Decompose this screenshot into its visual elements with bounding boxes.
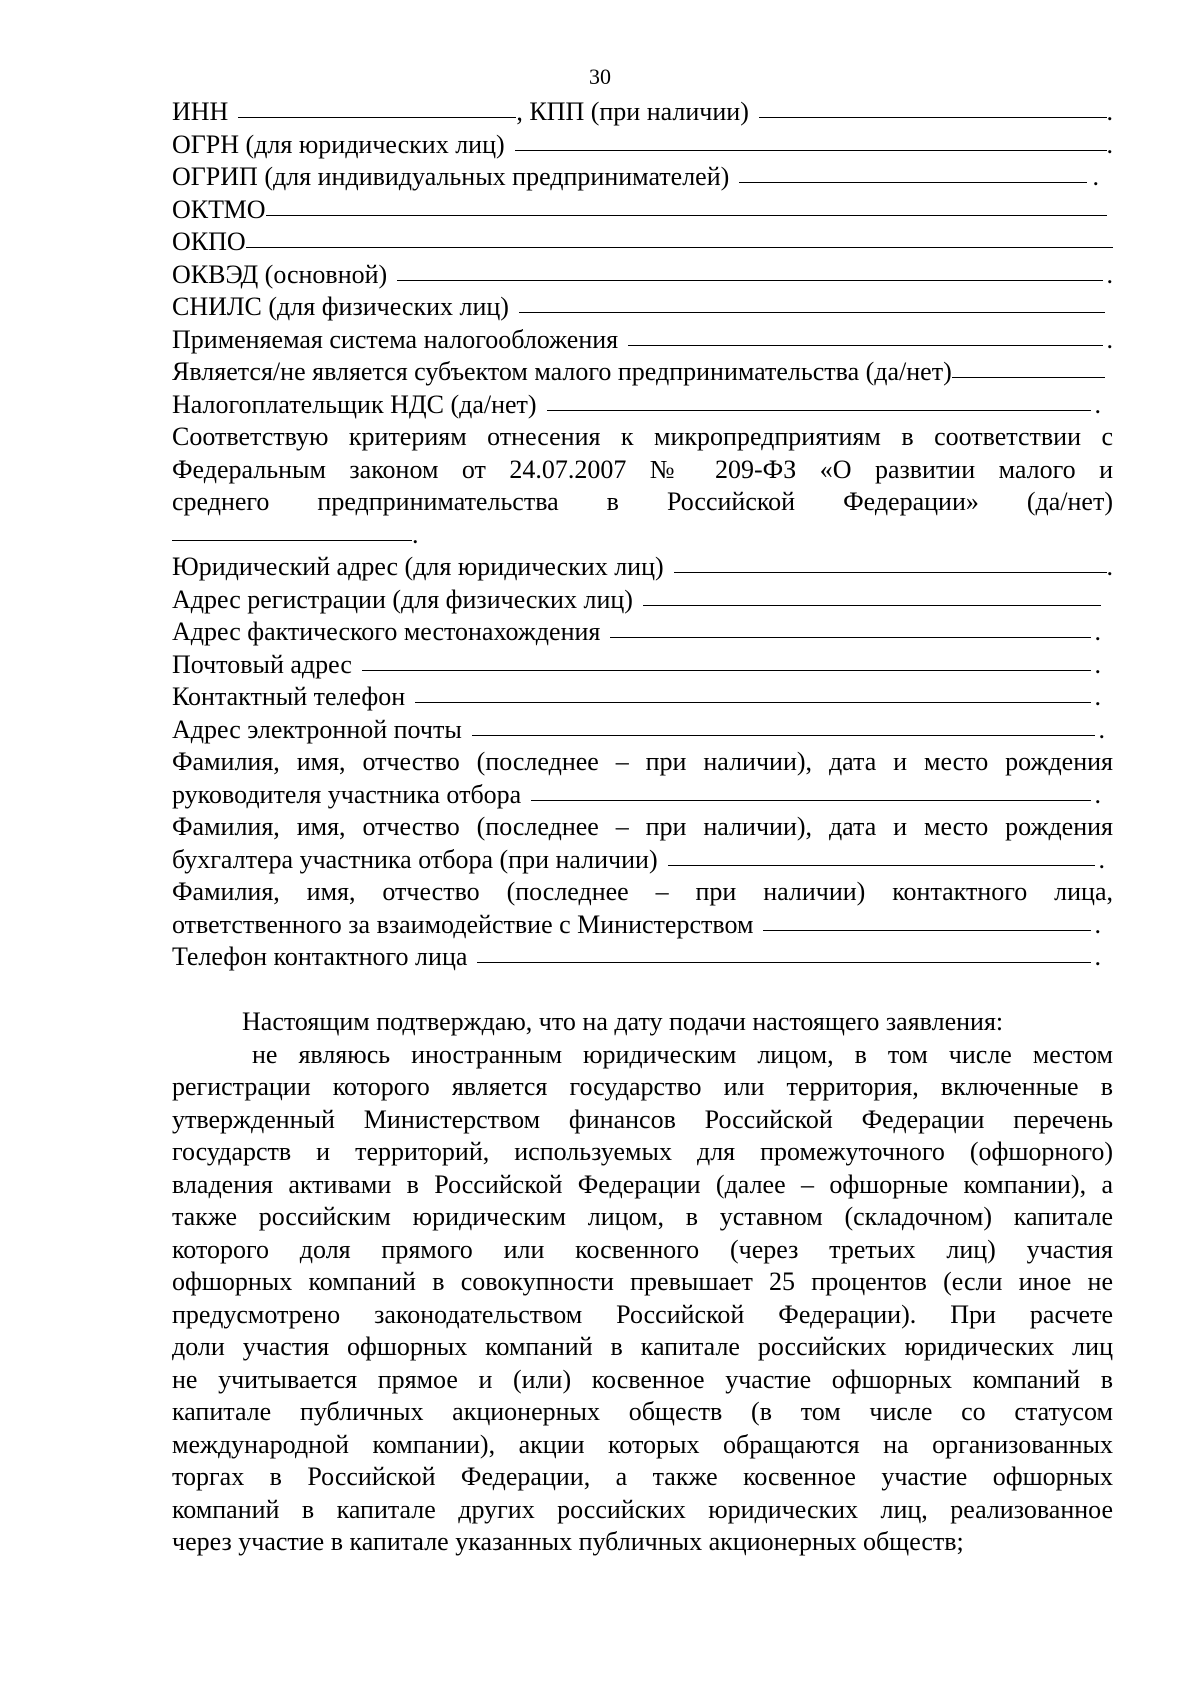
okved-field[interactable] (397, 279, 1102, 281)
confirmation-line: также российским юридическим лицом, в уставном (складочном) капитале (172, 1202, 1113, 1231)
micro-line-3: среднего предпринимательства в Российской Федерации» (да/нет) (172, 487, 1113, 516)
legal-address-label: Юридический адрес (для юридических лиц) (172, 552, 664, 581)
postal-address-line: Почтовый адрес . (172, 649, 1113, 682)
contact-phone-line: Телефон контактного лица . (172, 941, 1113, 974)
confirmation-last-line: через участие в капитале указанных публичных акционерных обществ; (172, 1527, 964, 1556)
spacer (172, 974, 1113, 1007)
accountant-field[interactable] (668, 864, 1095, 866)
registration-address-field[interactable] (643, 604, 1101, 606)
confirmation-line: капитале публичных акционерных обществ (в том числе со статусом (172, 1397, 1113, 1426)
contact-field[interactable] (763, 929, 1090, 931)
inn-kpp-line: ИНН , КПП (при наличии) . (172, 96, 1113, 129)
tax-system-line: Применяемая система налогообложения . (172, 324, 1113, 357)
ogrn-label: ОГРН (для юридических лиц) (172, 129, 505, 159)
oktmo-line (172, 194, 1113, 227)
postal-address-label: Почтовый адрес (172, 649, 352, 679)
contact-line-1: Фамилия, имя, отчество (последнее – при наличии) контактного лица, (172, 877, 1113, 906)
contact-phone-label: Телефон контактного лица (172, 942, 468, 971)
accountant-line-1: Фамилия, имя, отчество (последнее – при наличии), дата и место рождения (172, 812, 1113, 841)
inn-field[interactable] (238, 116, 516, 118)
confirmation-line: не учитывается прямое и (или) косвенное участие офшорных компаний в (172, 1364, 1113, 1394)
registration-address-label: Адрес регистрации (для физических лиц) (172, 584, 633, 614)
legal-address-field[interactable] (674, 571, 1107, 573)
ogrn-line: ОГРН (для юридических лиц) . (172, 129, 1113, 162)
confirmation-line: которого доля прямого или косвенного (через третьих лиц) участия (172, 1234, 1113, 1264)
head-field[interactable] (531, 799, 1090, 801)
actual-address-line: Адрес фактического местонахождения . (172, 616, 1113, 649)
head-label: руководителя участника отбора (172, 779, 522, 809)
head-line-1: Фамилия, имя, отчество (последнее – при наличии), дата и место рождения (172, 747, 1113, 776)
phone-field[interactable] (415, 701, 1090, 703)
tax-system-field[interactable] (628, 344, 1102, 346)
ogrn-field[interactable] (515, 149, 1107, 151)
confirmation-line: владения активами в Российской Федерации (далее – офшорные компании), а (172, 1169, 1113, 1199)
postal-address-field[interactable] (362, 669, 1091, 671)
snils-field[interactable] (519, 311, 1105, 313)
page-number: 30 (589, 64, 611, 89)
kpp-field[interactable] (759, 116, 1107, 118)
okved-line: ОКВЭД (основной) . (172, 259, 1113, 292)
oktmo-field[interactable] (266, 214, 1107, 216)
confirmation-line: государств и территорий, используемых для промежуточного (офшорного) (172, 1137, 1113, 1166)
okpo-field[interactable] (246, 246, 1113, 248)
small-business-line (172, 356, 1113, 389)
phone-line: Контактный телефон . (172, 681, 1113, 714)
confirmation-line: доли участия офшорных компаний в капитале российских юридических лиц (172, 1332, 1113, 1361)
confirmation-intro: Настоящим подтверждаю, что на дату подачи настоящего заявления: (242, 1007, 1004, 1036)
snils-line (172, 291, 1113, 324)
ogrip-line: ОГРИП (для индивидуальных предпринимателей) . (172, 161, 1113, 194)
okved-label: ОКВЭД (основной) (172, 259, 388, 289)
okpo-line (172, 226, 1113, 259)
confirmation-line: не являюсь иностранным юридическим лицом, в том числе местом (252, 1039, 1113, 1069)
confirmation-line: компаний в капитале других российских юридических лиц, реализованное (172, 1494, 1113, 1524)
confirmation-line: офшорных компаний в совокупности превышает 25 процентов (если иное не (172, 1267, 1113, 1296)
ogrip-label: ОГРИП (для индивидуальных предпринимателей) (172, 162, 730, 191)
small-business-field[interactable] (952, 376, 1105, 378)
contact-label: ответственного за взаимодействие с Министерством (172, 909, 754, 939)
confirmation-line: предусмотрено законодательством Российской Федерации). При расчете (172, 1299, 1113, 1329)
inn-label: ИНН (172, 97, 229, 126)
small-business-label: Является/не является субъектом малого предпринимательства (да/нет) (172, 357, 952, 386)
actual-address-field[interactable] (610, 636, 1090, 638)
accountant-line-2: бухгалтера участника отбора (при наличии) . (172, 844, 1113, 877)
micro-line-2: Федеральным законом от 24.07.2007 № 209-ФЗ «О развитии малого и (172, 454, 1113, 484)
micro-field[interactable] (172, 539, 412, 541)
okpo-label: ОКПО (172, 227, 246, 256)
accountant-label: бухгалтера участника отбора (при наличии) (172, 844, 658, 874)
confirmation-line: утвержденный Министерством финансов Российской Федерации перечень (172, 1104, 1113, 1134)
oktmo-label: ОКТМО (172, 194, 266, 224)
snils-label: СНИЛС (для физических лиц) (172, 292, 509, 321)
micro-line-1: Соответствую критериям отнесения к микропредприятиям в соответствии с (172, 422, 1113, 451)
email-field[interactable] (472, 734, 1095, 736)
actual-address-label: Адрес фактического местонахождения (172, 617, 601, 646)
ogrip-field[interactable] (739, 181, 1086, 183)
contact-phone-field[interactable] (477, 961, 1090, 963)
contact-line-2: ответственного за взаимодействие с Министерством . (172, 909, 1113, 942)
confirmation-line: международной компании), акции которых обращаются на организованных (172, 1429, 1113, 1459)
phone-label: Контактный телефон (172, 682, 406, 711)
confirmation-line: регистрации которого является государство или территория, включенные в (172, 1072, 1113, 1101)
vat-label: Налогоплательщик НДС (да/нет) (172, 389, 537, 419)
email-line: Адрес электронной почты . (172, 714, 1113, 747)
confirmation-line: торгах в Российской Федерации, а также косвенное участие офшорных (172, 1462, 1113, 1491)
vat-line: Налогоплательщик НДС (да/нет) . (172, 389, 1113, 422)
email-label: Адрес электронной почты (172, 714, 462, 744)
head-line-2: руководителя участника отбора . (172, 779, 1113, 812)
micro-answer-line: . (172, 519, 1113, 552)
registration-address-line (172, 584, 1113, 617)
application-form (172, 96, 1113, 1559)
kpp-label: , КПП (при наличии) (516, 97, 749, 126)
vat-field[interactable] (547, 409, 1091, 411)
legal-address-line: Юридический адрес (для юридических лиц) . (172, 551, 1113, 584)
tax-system-label: Применяемая система налогообложения (172, 324, 619, 354)
